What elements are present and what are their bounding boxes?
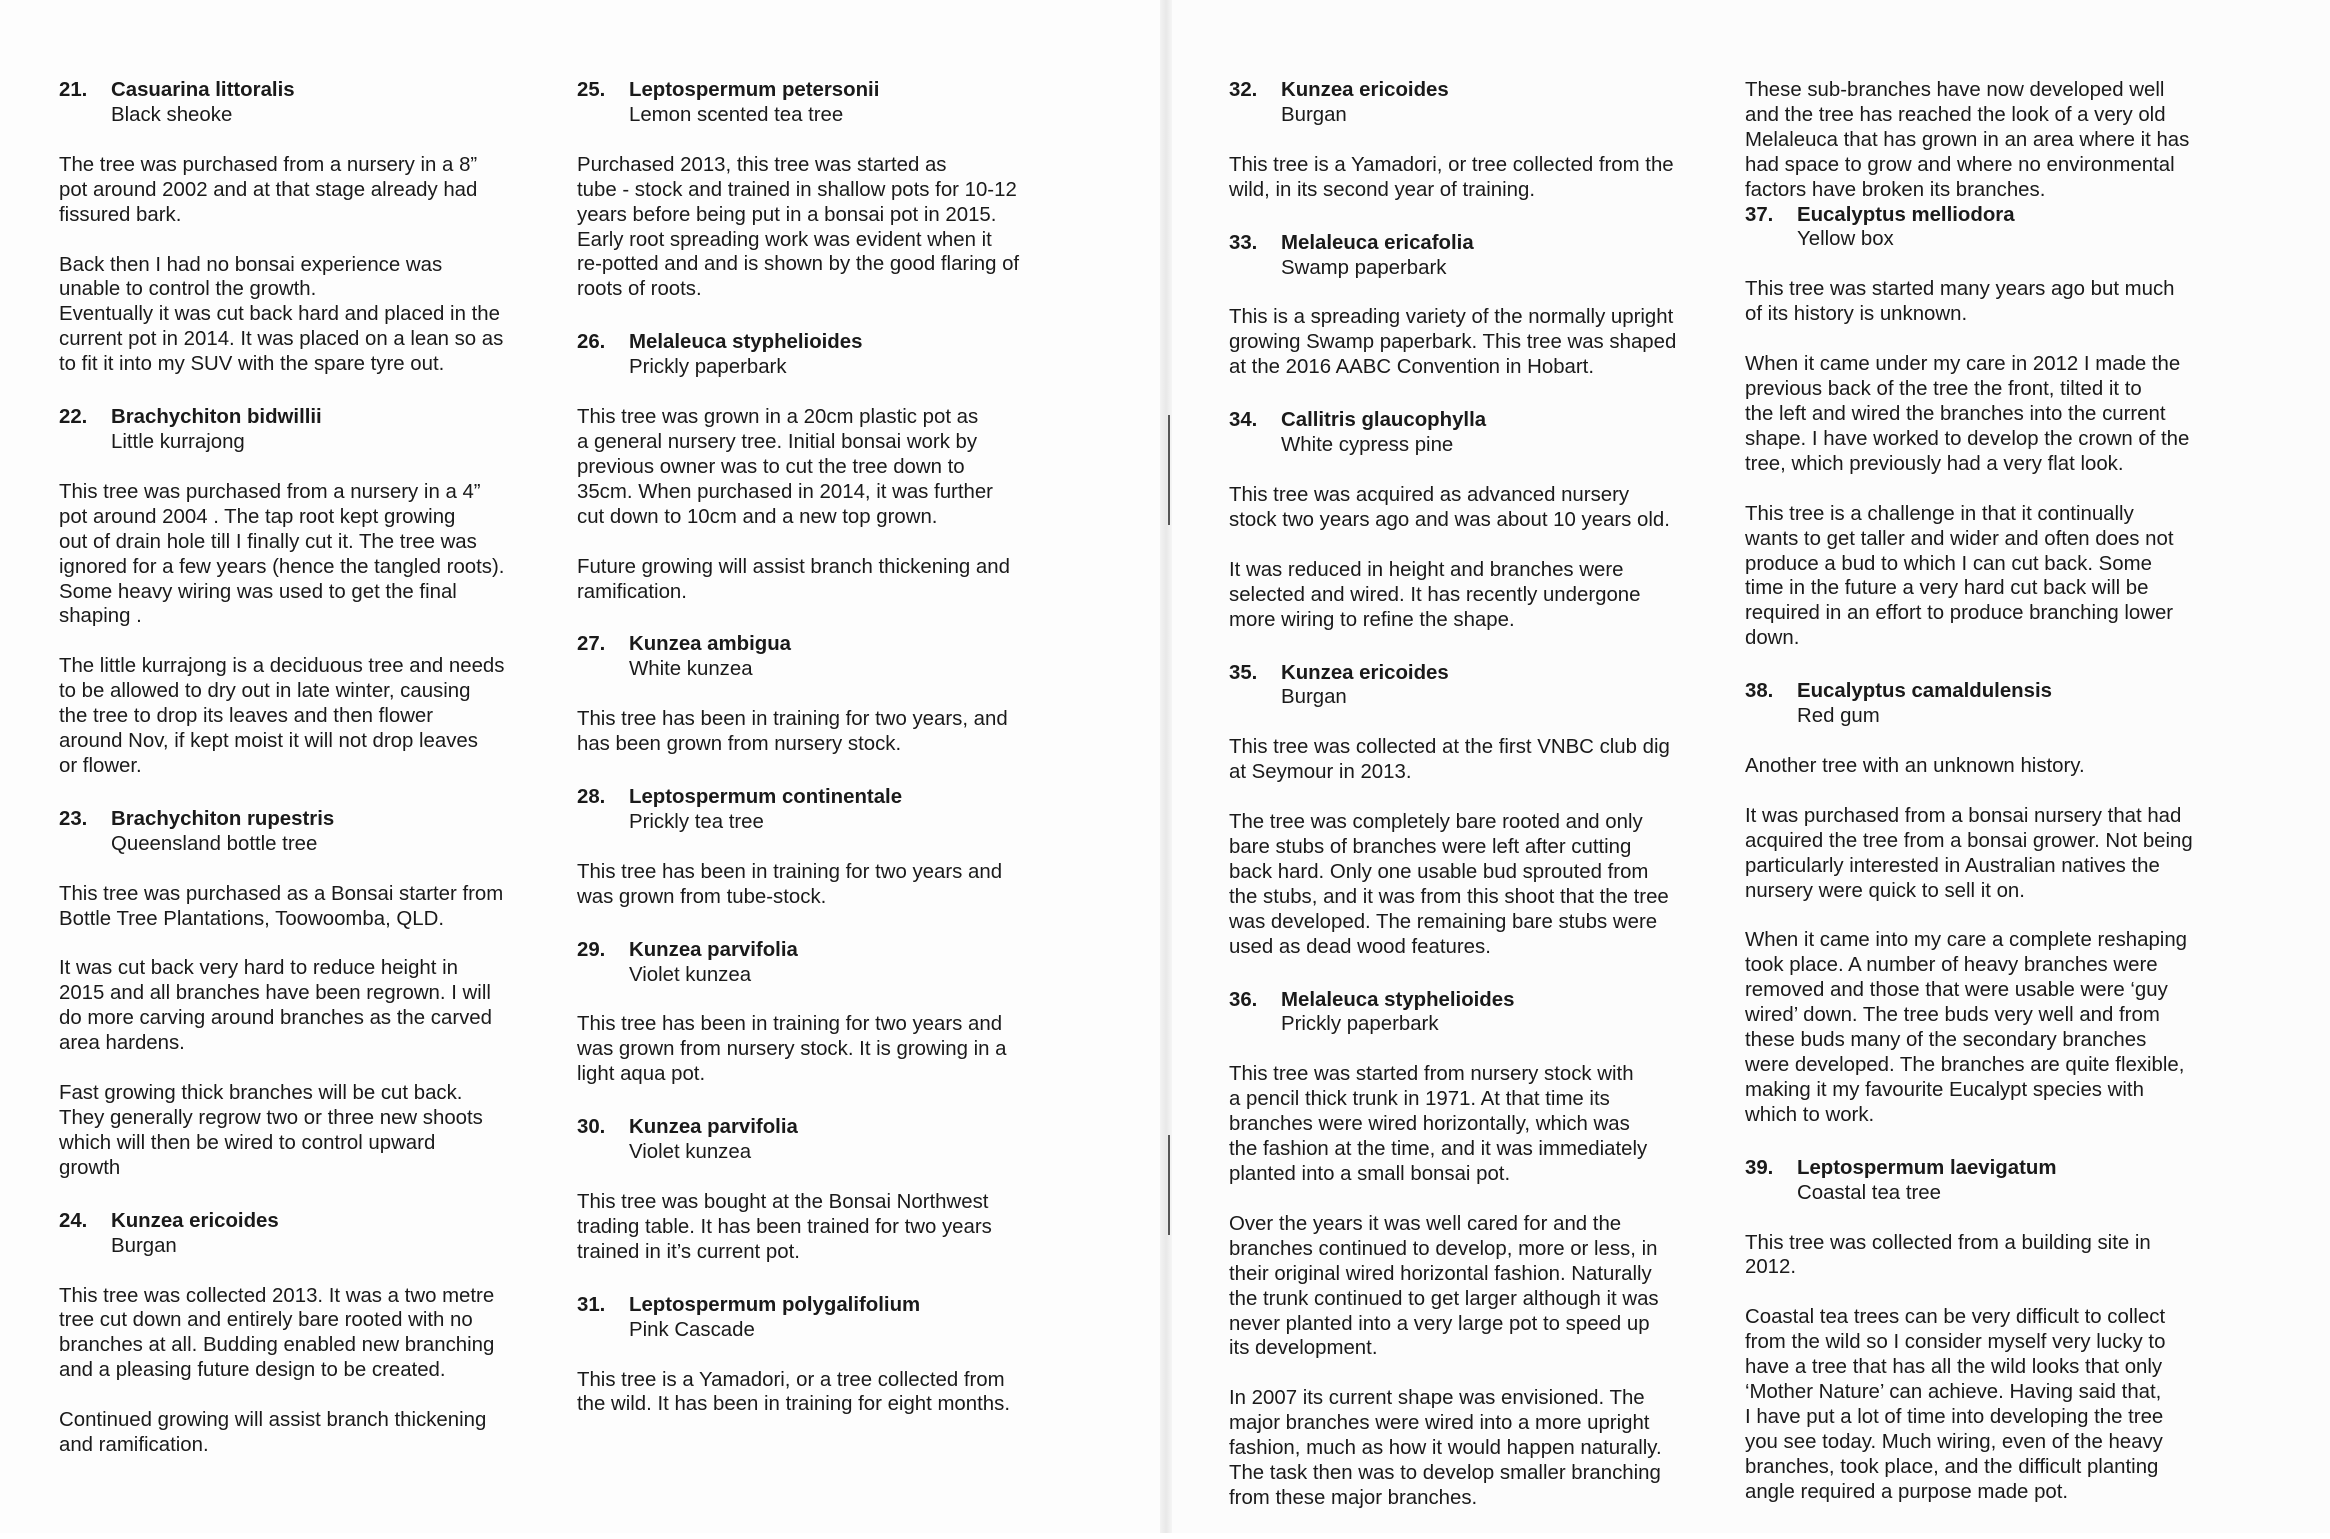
description-paragraph: This tree is a Yamadori, or a tree collected from the wild. It has been in training for eight months. — [577, 1368, 1010, 1416]
entry-heading — [1229, 231, 1734, 256]
description-paragraph: This tree is a challenge in that it continually wants to get taller and wider and often does not produce a bud to which I can cut back. Some time in the future a very hard cut back will be required in an effort to produce branching lower down. — [1745, 502, 2174, 650]
scan-mark — [1168, 415, 1170, 525]
column-4 — [1745, 78, 2250, 1533]
description-paragraph: This is a spreading variety of the normally upright growing Swamp paperbark. This tree was shaped at the 2016 AABC Convention in Hobart. — [1229, 306, 1677, 379]
description-paragraph: Back then I had no bonsai experience was unable to control the growth. Eventually it was cut back hard and placed in the current pot in 2014. It was placed on a lean so as to fit it into my SUV with the spare tyre out. — [59, 253, 504, 376]
page-gutter — [1160, 0, 1172, 1533]
entry-heading — [577, 632, 1082, 657]
scientific-name: Brachychiton rupestris — [111, 807, 335, 830]
column-2 — [577, 78, 1082, 1445]
description-paragraph: Continued growing will assist branch thickening and ramification. — [59, 1409, 487, 1457]
description-paragraph: The tree was purchased from a nursery in a 8” pot around 2002 and at that stage already had fissured bark. — [59, 153, 478, 226]
description-paragraph: These sub-branches have now developed well and the tree has reached the look of a very old Melaleuca that has grown in an area where it has had space to grow and where no environmental factors have broken its branches. — [1745, 79, 2190, 201]
entry-heading — [59, 78, 564, 103]
description-paragraph: This tree was collected at the first VNBC club dig at Seymour in 2013. — [1229, 736, 1670, 784]
common-name: Burgan — [111, 1234, 177, 1257]
common-name: Red gum — [1797, 705, 1880, 728]
entry-heading — [1745, 1156, 2250, 1181]
description-paragraph: The tree was completely bare rooted and only bare stubs of branches were left after cutting back hard. Only one usable bud sprouted from the stubs, and it was from this shoot that the tree was developed. The remaining bare stubs were used as dead wood features. — [1229, 811, 1669, 958]
entry-number: 21. — [59, 79, 88, 101]
common-name: Coastal tea tree — [1797, 1181, 1941, 1204]
description-paragraph: When it came into my care a complete reshaping took place. A number of heavy branches were removed and those that were usable were ‘guy wired’ down. The tree buds very well and from these buds many of the secondary branches were developed. The branches are quite flexible, making it my favourite Eucalypt species with which to work. — [1745, 929, 2188, 1126]
plant-entry — [1229, 988, 1734, 1511]
common-name: Burgan — [1281, 686, 1347, 709]
plant-entry — [577, 78, 1082, 302]
description-paragraph: Fast growing thick branches will be cut back. They generally regrow two or three new shoots which will then be wired to control upward growth — [59, 1082, 483, 1179]
entry-number: 34. — [1229, 409, 1258, 432]
description-paragraph: This tree was purchased from a nursery in a 4” pot around 2004 . The tap root kept growing out of drain hole till I finally cut it. The tree was ignored for a few years (hence the tangled roots). Some heavy wiring was used to get the final shaping . — [59, 480, 505, 628]
column-3 — [1229, 78, 1734, 1539]
description-paragraph: It was reduced in height and branches were selected and wired. It has recently undergone more wiring to refine the shape. — [1229, 558, 1641, 631]
entry-heading — [577, 330, 1082, 355]
plant-entry — [577, 938, 1082, 1088]
scientific-name: Leptospermum laevigatum — [1797, 1156, 2057, 1179]
entry-number: 28. — [577, 786, 606, 809]
description-paragraph: This tree was collected from a building site in 2012. — [1745, 1231, 2151, 1279]
entry-heading — [59, 1209, 564, 1234]
entry-number: 33. — [1229, 231, 1258, 254]
common-name: Burgan — [1281, 103, 1347, 126]
common-name: Queensland bottle tree — [111, 832, 318, 855]
description-paragraph: This tree has been in training for two years and was grown from tube-stock. — [577, 860, 1003, 908]
plant-entry — [1745, 78, 2250, 203]
common-name: Yellow box — [1797, 228, 1894, 251]
entry-number: 35. — [1229, 661, 1258, 684]
common-name: Prickly tea tree — [629, 810, 764, 833]
entry-number: 29. — [577, 938, 606, 961]
entry-heading — [1229, 78, 1734, 103]
scientific-name: Kunzea ericoides — [1281, 79, 1449, 101]
plant-entry — [577, 785, 1082, 910]
entry-heading — [59, 807, 564, 832]
plant-entry — [1229, 78, 1734, 203]
entry-number: 39. — [1745, 1156, 1774, 1179]
plant-entry — [59, 78, 564, 377]
description-paragraph: Over the years it was well cared for and the branches continued to develop, more or less, in their original wired horizontal fashion. Naturally the trunk continued to get larger although it was never planted into a very large pot to speed up its development. — [1229, 1212, 1659, 1360]
entry-number: 30. — [577, 1116, 606, 1139]
entry-number: 24. — [59, 1209, 88, 1232]
description-paragraph: In 2007 its current shape was envisioned. The major branches were wired into a more upright fashion, much as how it would happen naturally. The task then was to develop smaller branching from these major branches. — [1229, 1387, 1662, 1509]
plant-entry — [1745, 1156, 2250, 1505]
entry-number: 31. — [577, 1293, 606, 1316]
entry-heading — [1229, 988, 1734, 1013]
entry-heading — [1745, 203, 2250, 228]
scientific-name: Eucalyptus camaldulensis — [1797, 680, 2052, 703]
common-name: Black sheoke — [111, 103, 233, 126]
description-paragraph: This tree is a Yamadori, or tree collected from the wild, in its second year of training. — [1229, 153, 1674, 201]
entry-number: 32. — [1229, 79, 1258, 101]
entry-heading — [577, 1115, 1082, 1140]
description-paragraph: This tree was acquired as advanced nursery stock two years ago and was about 10 years old. — [1229, 483, 1670, 531]
common-name: Violet kunzea — [629, 1141, 752, 1164]
common-name: White cypress pine — [1281, 434, 1454, 457]
description-paragraph: Purchased 2013, this tree was started as tube - stock and trained in shallow pots for 10-12 years before being put in a bonsai pot in 2015. Early root spreading work was evident when it re-potted and and is shown by the good flaring of roots of roots. — [577, 153, 1020, 301]
entry-heading — [1229, 661, 1734, 686]
entry-number: 37. — [1745, 203, 1774, 226]
plant-entry — [59, 1209, 564, 1458]
plant-entry — [1229, 661, 1734, 960]
entry-heading — [59, 405, 564, 430]
scientific-name: Eucalyptus melliodora — [1797, 203, 2015, 226]
entry-number: 25. — [577, 79, 606, 101]
plant-entry — [577, 330, 1082, 604]
description-paragraph: This tree has been in training for two years and was grown from nursery stock. It is growing in a light aqua pot. — [577, 1013, 1007, 1086]
description-paragraph: Another tree with an unknown history. — [1745, 754, 2085, 777]
common-name: Prickly paperbark — [629, 356, 787, 379]
scientific-name: Melaleuca styphelioides — [629, 331, 863, 354]
scientific-name: Leptospermum petersonii — [629, 79, 880, 101]
plant-entry — [577, 1115, 1082, 1265]
common-name: Lemon scented tea tree — [629, 103, 844, 126]
entry-number: 22. — [59, 406, 88, 429]
description-paragraph: Coastal tea trees can be very difficult to collect from the wild so I consider myself very lucky to have a tree that has all the wild looks that only ‘Mother Nature’ can achieve. Having said that, I have put a lot of time into developing the tree you see today. Much wiring, even of the heavy branches, took place, and the difficult planting angle required a purpose made pot. — [1745, 1306, 2166, 1503]
scientific-name: Kunzea ericoides — [1281, 661, 1449, 684]
description-paragraph: The little kurrajong is a deciduous tree and needs to be allowed to dry out in late winter, causing the tree to drop its leaves and then flower around Nov, if kept moist it will not drop leaves or flower. — [59, 655, 505, 777]
entry-number: 23. — [59, 807, 88, 830]
description-paragraph: It was cut back very hard to reduce height in 2015 and all branches have been regrown. I will do more carving around branches as the carved area hardens. — [59, 957, 492, 1055]
common-name: Violet kunzea — [629, 963, 752, 986]
common-name: Pink Cascade — [629, 1318, 755, 1341]
scientific-name: Leptospermum polygalifolium — [629, 1293, 921, 1316]
plant-entry — [1745, 203, 2250, 652]
scientific-name: Casuarina littoralis — [111, 79, 295, 101]
plant-entry — [59, 405, 564, 779]
description-paragraph: Future growing will assist branch thickening and ramification. — [577, 555, 1010, 603]
entry-heading — [577, 78, 1082, 103]
scientific-name: Kunzea ambigua — [629, 633, 792, 656]
description-paragraph: This tree was bought at the Bonsai Northwest trading table. It has been trained for two years trained in it’s current pot. — [577, 1191, 992, 1263]
entry-heading — [577, 1293, 1082, 1318]
entry-number: 27. — [577, 633, 606, 656]
entry-number: 38. — [1745, 680, 1774, 703]
description-paragraph: This tree was collected 2013. It was a two metre tree cut down and entirely bare rooted with no branches at all. Budding enabled new branching and a pleasing future design to be created. — [59, 1284, 495, 1382]
description-paragraph: This tree has been in training for two years, and has been grown from nursery stock. — [577, 708, 1008, 756]
entry-heading — [1745, 679, 2250, 704]
scientific-name: Melaleuca styphelioides — [1281, 988, 1515, 1011]
description-paragraph: This tree was started from nursery stock with a pencil thick trunk in 1971. At that time its branches were wired horizontally, which was the fashion at the time, and it was immediately planted into a small bonsai pot. — [1229, 1063, 1648, 1185]
common-name: Swamp paperbark — [1281, 256, 1447, 279]
scientific-name: Kunzea parvifolia — [629, 938, 798, 961]
scan-mark — [1168, 1135, 1170, 1235]
description-paragraph: It was purchased from a bonsai nursery that had acquired the tree from a bonsai grower. Not being particularly interested in Australian natives the nursery were quick to sell it on. — [1745, 804, 2193, 902]
entry-number: 36. — [1229, 988, 1258, 1011]
scientific-name: Brachychiton bidwillii — [111, 406, 322, 429]
plant-entry — [1229, 408, 1734, 632]
entry-heading — [577, 938, 1082, 963]
entry-heading — [1229, 408, 1734, 433]
scientific-name: Callitris glaucophylla — [1281, 409, 1487, 432]
scientific-name: Kunzea ericoides — [111, 1209, 279, 1232]
common-name: Prickly paperbark — [1281, 1013, 1439, 1036]
description-paragraph: This tree was grown in a 20cm plastic pot as a general nursery tree. Initial bonsai work by previous owner was to cut the tree down to 35cm. When purchased in 2014, it was further cut down to 10cm and a new top grown. — [577, 406, 993, 528]
column-1 — [59, 78, 564, 1486]
plant-entry — [1745, 679, 2250, 1128]
plant-entry — [577, 632, 1082, 757]
description-paragraph: When it came under my care in 2012 I made the previous back of the tree the front, tilted it to the left and wired the branches into the current shape. I have worked to develop the crown of the tree, which previously had a very flat look. — [1745, 353, 2190, 475]
scientific-name: Melaleuca ericafolia — [1281, 231, 1474, 254]
description-paragraph: This tree was purchased as a Bonsai starter from Bottle Tree Plantations, Toowoomba, QLD. — [59, 882, 504, 930]
plant-entry — [59, 807, 564, 1181]
scientific-name: Kunzea parvifolia — [629, 1116, 798, 1139]
entry-heading — [577, 785, 1082, 810]
description-paragraph: This tree was started many years ago but much of its history is unknown. — [1745, 278, 2175, 326]
common-name: White kunzea — [629, 658, 753, 681]
plant-entry — [1229, 231, 1734, 381]
scientific-name: Leptospermum continentale — [629, 786, 903, 809]
common-name: Little kurrajong — [111, 430, 245, 453]
entry-number: 26. — [577, 331, 606, 354]
plant-entry — [577, 1293, 1082, 1418]
